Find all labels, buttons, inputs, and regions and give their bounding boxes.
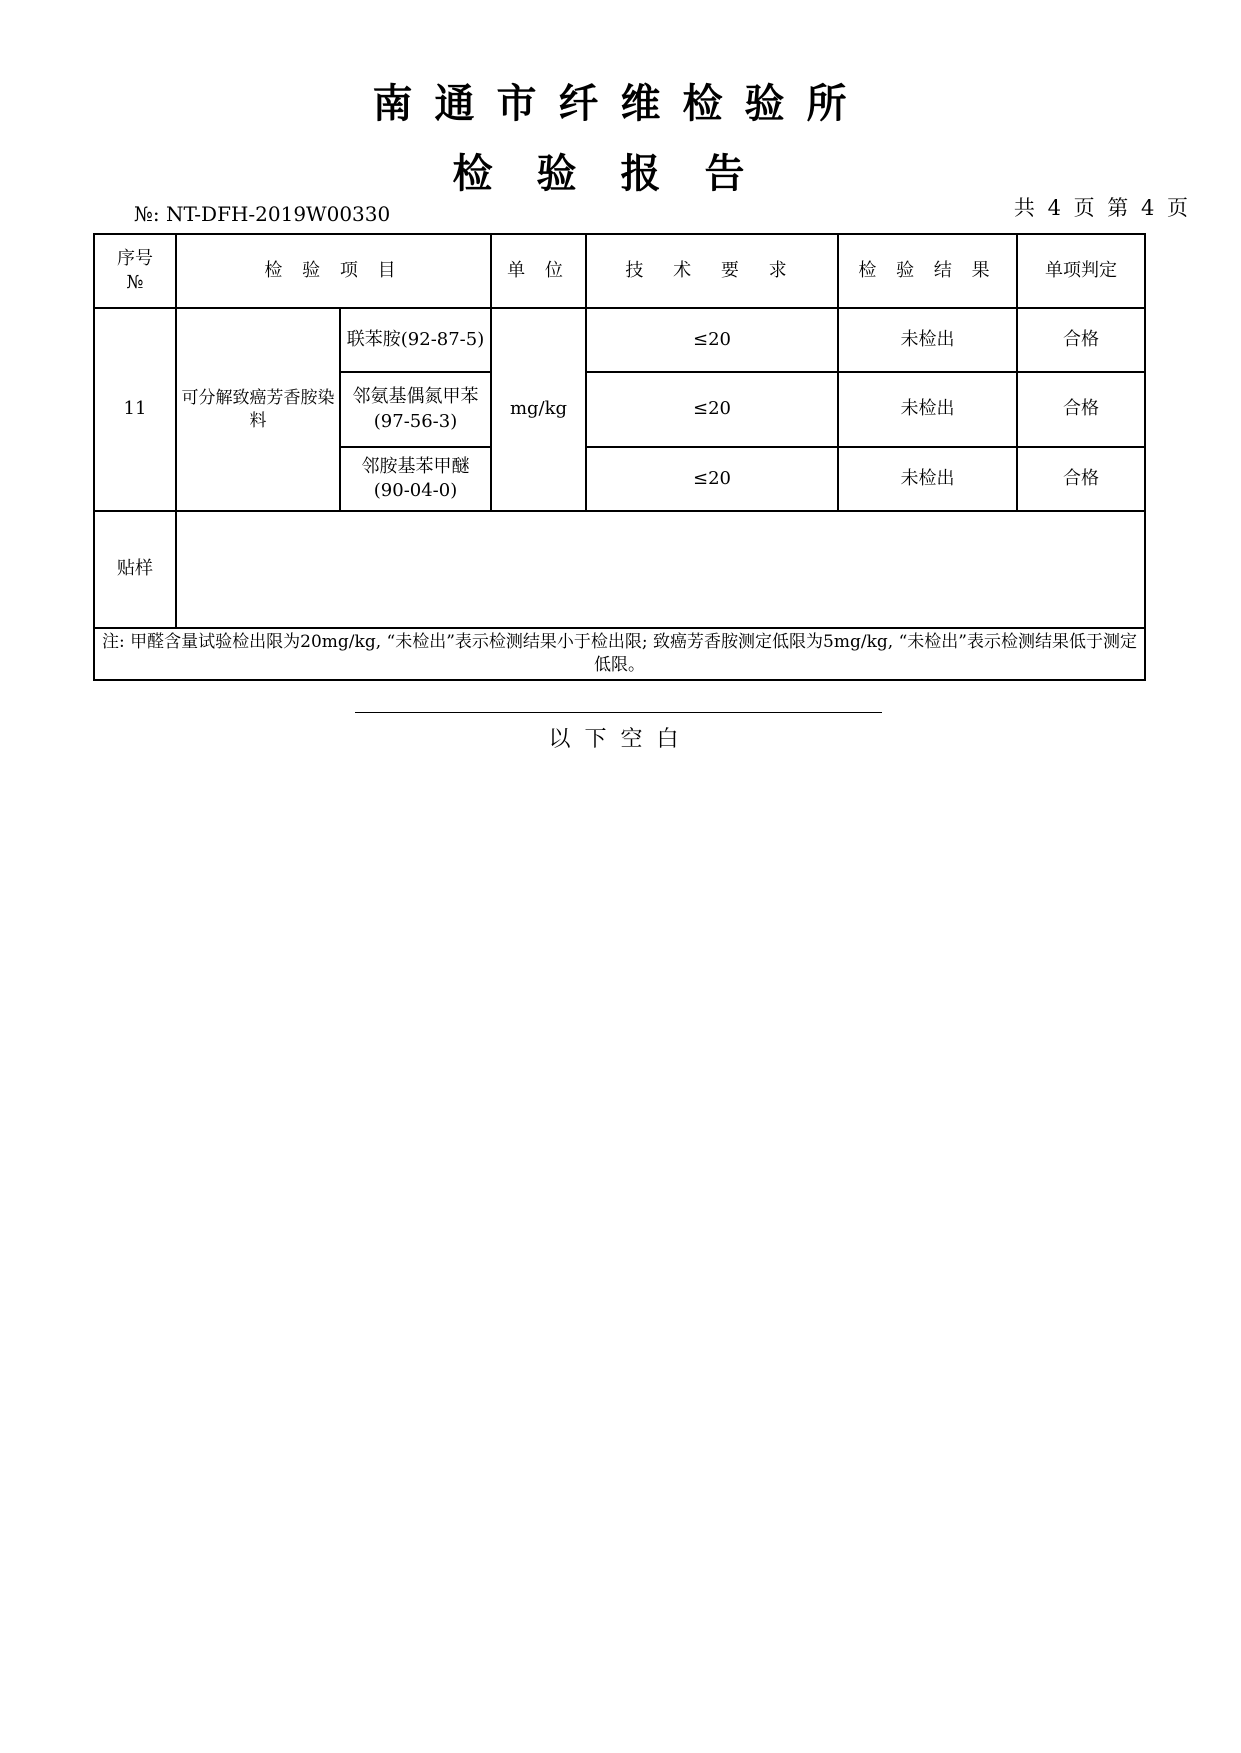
result-cell: 未检出 — [838, 308, 1017, 372]
sub-item-cell: 邻氨基偶氮甲苯(97-56-3) — [340, 372, 491, 447]
blank-text: 以下空白 — [548, 727, 693, 752]
header-requirement: 技 术 要 求 — [586, 234, 838, 308]
sample-label: 贴样 — [94, 511, 176, 628]
header-unit: 单 位 — [491, 234, 586, 308]
table-header-row — [94, 234, 1145, 308]
requirement-cell: ≤20 — [586, 447, 838, 511]
inspection-table — [93, 233, 1146, 681]
result-cell: 未检出 — [838, 447, 1017, 511]
header-item: 检 验 项 目 — [176, 234, 491, 308]
header-judgement: 单项判定 — [1017, 234, 1145, 308]
report-number: №: NT-DFH-2019W00330 — [134, 202, 391, 226]
note-row — [94, 628, 1145, 680]
header-result: 检 验 结 果 — [838, 234, 1017, 308]
sample-row — [94, 511, 1145, 628]
requirement-cell: ≤20 — [586, 308, 838, 372]
requirement-cell: ≤20 — [586, 372, 838, 447]
unit-cell: mg/kg — [491, 308, 586, 511]
page-info: 共 4 页 第 4 页 — [1013, 196, 1191, 220]
sub-item-cell: 联苯胺(92-87-5) — [340, 308, 491, 372]
judgement-cell: 合格 — [1017, 308, 1145, 372]
header-seq: 序号 № — [94, 234, 176, 308]
note-text: 注: 甲醛含量试验检出限为20mg/kg, “未检出”表示检测结果小于检出限; 致癌芳香胺测定低限为5mg/kg, “未检出”表示检测结果低于测定低限。 — [94, 628, 1145, 680]
seq-cell: 11 — [94, 308, 176, 511]
report-title: 检验报告 — [452, 151, 789, 197]
blank-divider — [355, 712, 882, 713]
organization-title: 南通市纤维检验所 — [372, 81, 869, 127]
sample-area — [176, 511, 1145, 628]
result-cell: 未检出 — [838, 372, 1017, 447]
judgement-cell: 合格 — [1017, 372, 1145, 447]
table-row — [94, 308, 1145, 372]
judgement-cell: 合格 — [1017, 447, 1145, 511]
sub-item-cell: 邻胺基苯甲醚(90-04-0) — [340, 447, 491, 511]
item-name-cell: 可分解致癌芳香胺染料 — [176, 308, 340, 511]
